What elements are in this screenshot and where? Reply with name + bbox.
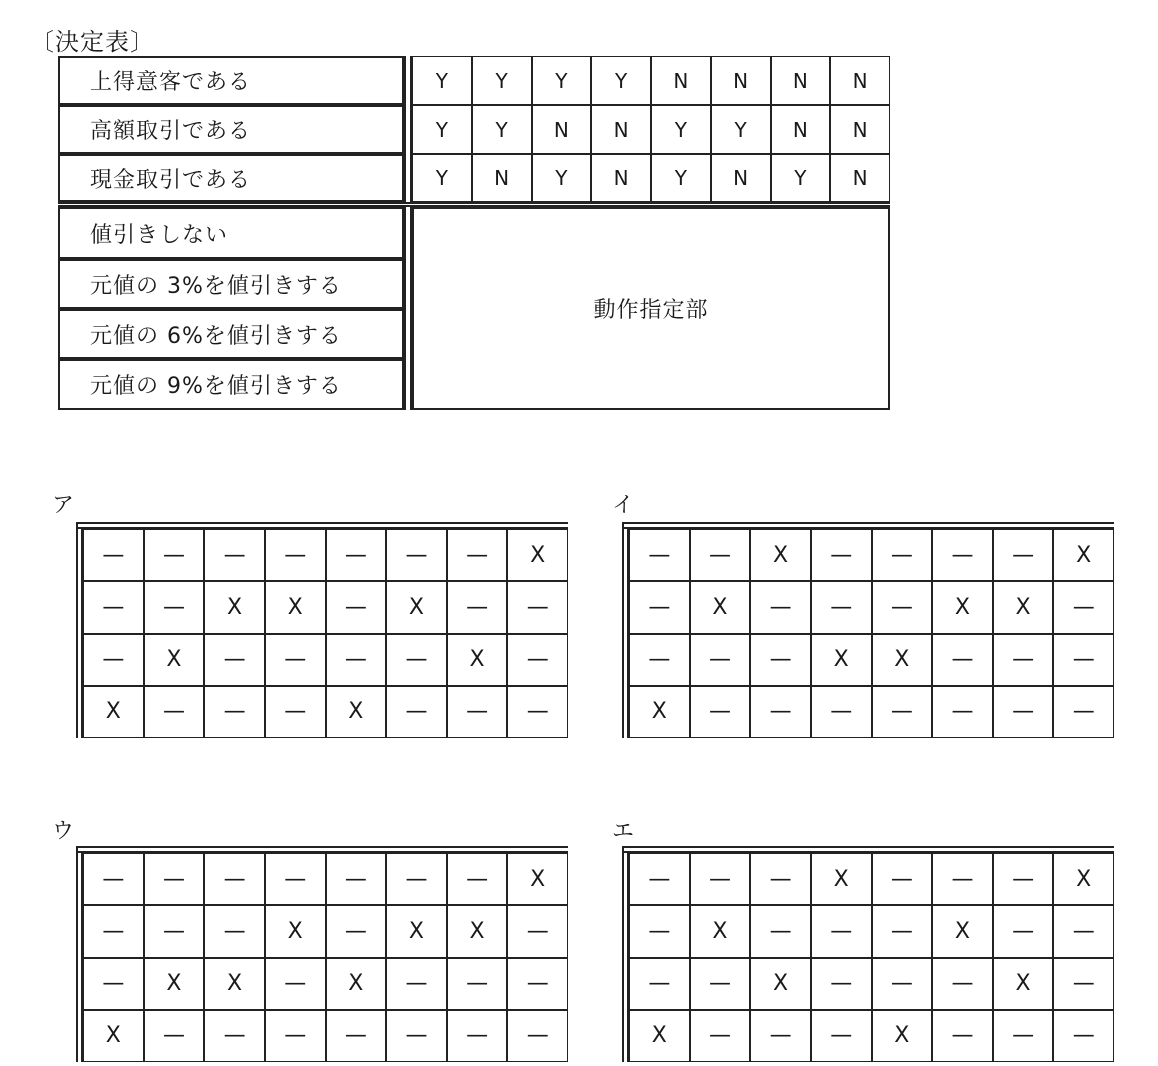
action-mark-dash: — bbox=[447, 686, 508, 738]
condition-entry: N bbox=[771, 105, 831, 154]
action-mark-dash: — bbox=[386, 1010, 447, 1062]
action-mark-dash: — bbox=[993, 529, 1054, 581]
action-mark-dash: — bbox=[83, 958, 144, 1010]
action-mark-dash: — bbox=[993, 905, 1054, 957]
action-label: 元値の 3%を値引きする bbox=[58, 259, 404, 309]
action-mark-dash: — bbox=[204, 634, 265, 686]
action-mark-x: X bbox=[204, 581, 265, 633]
condition-entry: N bbox=[532, 105, 592, 154]
condition-entry: N bbox=[591, 154, 651, 202]
action-label: 元値の 6%を値引きする bbox=[58, 309, 404, 359]
condition-entry: N bbox=[711, 56, 771, 105]
action-mark-dash: — bbox=[507, 634, 568, 686]
action-mark-dash: — bbox=[204, 529, 265, 581]
option-table-a bbox=[76, 522, 568, 738]
condition-entry: Y bbox=[412, 154, 472, 202]
action-mark-dash: — bbox=[1053, 686, 1114, 738]
action-mark-dash: — bbox=[932, 686, 993, 738]
action-mark-dash: — bbox=[872, 581, 933, 633]
action-mark-x: X bbox=[326, 958, 387, 1010]
action-mark-x: X bbox=[144, 634, 205, 686]
action-mark-dash: — bbox=[265, 686, 326, 738]
condition-entry: N bbox=[830, 154, 890, 202]
action-mark-x: X bbox=[507, 529, 568, 581]
action-mark-dash: — bbox=[872, 529, 933, 581]
action-mark-dash: — bbox=[1053, 905, 1114, 957]
action-mark-dash: — bbox=[386, 686, 447, 738]
action-mark-x: X bbox=[83, 1010, 144, 1062]
condition-entry: Y bbox=[532, 56, 592, 105]
action-mark-dash: — bbox=[265, 1010, 326, 1062]
action-mark-x: X bbox=[993, 581, 1054, 633]
action-mark-dash: — bbox=[326, 634, 387, 686]
action-mark-dash: — bbox=[386, 634, 447, 686]
action-mark-x: X bbox=[386, 581, 447, 633]
action-mark-dash: — bbox=[811, 581, 872, 633]
condition-entry: Y bbox=[771, 154, 831, 202]
decision-table bbox=[58, 56, 890, 410]
action-mark-dash: — bbox=[326, 529, 387, 581]
double-rule-vertical bbox=[404, 56, 412, 410]
action-mark-dash: — bbox=[204, 853, 265, 905]
action-mark-dash: — bbox=[204, 905, 265, 957]
action-mark-dash: — bbox=[750, 1010, 811, 1062]
condition-entry: N bbox=[771, 56, 831, 105]
action-mark-dash: — bbox=[144, 905, 205, 957]
action-mark-dash: — bbox=[83, 529, 144, 581]
action-mark-dash: — bbox=[144, 686, 205, 738]
action-mark-dash: — bbox=[326, 1010, 387, 1062]
action-mark-x: X bbox=[872, 634, 933, 686]
action-mark-dash: — bbox=[83, 634, 144, 686]
action-mark-dash: — bbox=[83, 581, 144, 633]
action-mark-dash: — bbox=[629, 905, 690, 957]
action-mark-x: X bbox=[144, 958, 205, 1010]
action-mark-x: X bbox=[265, 581, 326, 633]
action-mark-dash: — bbox=[750, 686, 811, 738]
action-mark-x: X bbox=[811, 634, 872, 686]
action-mark-dash: — bbox=[447, 958, 508, 1010]
action-mark-x: X bbox=[447, 905, 508, 957]
action-mark-x: X bbox=[690, 581, 751, 633]
condition-entry: Y bbox=[472, 56, 532, 105]
condition-entry: N bbox=[830, 56, 890, 105]
action-mark-dash: — bbox=[1053, 581, 1114, 633]
action-mark-dash: — bbox=[204, 1010, 265, 1062]
action-mark-dash: — bbox=[507, 581, 568, 633]
action-mark-dash: — bbox=[872, 905, 933, 957]
action-mark-dash: — bbox=[811, 1010, 872, 1062]
condition-label: 現金取引である bbox=[58, 154, 404, 202]
condition-label: 高額取引である bbox=[58, 105, 404, 154]
action-mark-dash: — bbox=[1053, 1010, 1114, 1062]
action-mark-dash: — bbox=[750, 853, 811, 905]
action-mark-dash: — bbox=[1053, 958, 1114, 1010]
action-mark-dash: — bbox=[144, 581, 205, 633]
action-mark-dash: — bbox=[993, 1010, 1054, 1062]
action-mark-dash: — bbox=[386, 958, 447, 1010]
condition-entries bbox=[412, 56, 890, 202]
action-mark-dash: — bbox=[932, 529, 993, 581]
action-mark-dash: — bbox=[690, 1010, 751, 1062]
option-table-u bbox=[76, 846, 568, 1062]
action-mark-dash: — bbox=[629, 581, 690, 633]
action-mark-dash: — bbox=[265, 529, 326, 581]
action-mark-dash: — bbox=[690, 958, 751, 1010]
action-mark-dash: — bbox=[265, 958, 326, 1010]
action-mark-dash: — bbox=[872, 853, 933, 905]
condition-entry: Y bbox=[651, 105, 711, 154]
action-mark-dash: — bbox=[690, 529, 751, 581]
action-mark-dash: — bbox=[629, 853, 690, 905]
action-mark-x: X bbox=[629, 686, 690, 738]
action-mark-dash: — bbox=[447, 581, 508, 633]
action-mark-dash: — bbox=[83, 853, 144, 905]
action-mark-dash: — bbox=[386, 853, 447, 905]
action-mark-x: X bbox=[1053, 853, 1114, 905]
action-mark-x: X bbox=[1053, 529, 1114, 581]
action-mark-x: X bbox=[204, 958, 265, 1010]
action-mark-dash: — bbox=[507, 958, 568, 1010]
option-label-u: ウ bbox=[52, 819, 75, 844]
action-mark-dash: — bbox=[750, 905, 811, 957]
action-mark-dash: — bbox=[265, 853, 326, 905]
action-mark-x: X bbox=[83, 686, 144, 738]
double-rule-horizontal bbox=[58, 202, 890, 207]
action-mark-dash: — bbox=[690, 634, 751, 686]
action-mark-dash: — bbox=[1053, 634, 1114, 686]
action-mark-dash: — bbox=[690, 686, 751, 738]
action-mark-dash: — bbox=[507, 905, 568, 957]
action-mark-dash: — bbox=[811, 958, 872, 1010]
condition-entry: Y bbox=[651, 154, 711, 202]
action-mark-dash: — bbox=[144, 1010, 205, 1062]
action-mark-x: X bbox=[811, 853, 872, 905]
action-mark-dash: — bbox=[629, 634, 690, 686]
action-mark-dash: — bbox=[932, 634, 993, 686]
action-mark-x: X bbox=[932, 581, 993, 633]
condition-entry: N bbox=[830, 105, 890, 154]
action-mark-dash: — bbox=[507, 1010, 568, 1062]
condition-entry: Y bbox=[472, 105, 532, 154]
condition-entry: Y bbox=[412, 56, 472, 105]
action-mark-x: X bbox=[326, 686, 387, 738]
condition-entry: N bbox=[711, 154, 771, 202]
action-mark-dash: — bbox=[265, 634, 326, 686]
action-mark-dash: — bbox=[811, 529, 872, 581]
condition-label: 上得意客である bbox=[58, 56, 404, 105]
condition-entry: Y bbox=[591, 56, 651, 105]
action-mark-x: X bbox=[690, 905, 751, 957]
section-heading: 〔決定表〕 bbox=[30, 28, 155, 56]
action-mark-dash: — bbox=[872, 686, 933, 738]
action-mark-dash: — bbox=[872, 958, 933, 1010]
action-mark-dash: — bbox=[447, 529, 508, 581]
option-label-e: エ bbox=[612, 819, 635, 844]
action-mark-dash: — bbox=[447, 853, 508, 905]
condition-entry: Y bbox=[532, 154, 592, 202]
action-mark-x: X bbox=[507, 853, 568, 905]
action-mark-dash: — bbox=[750, 581, 811, 633]
option-table-i bbox=[622, 522, 1114, 738]
action-mark-dash: — bbox=[447, 1010, 508, 1062]
action-mark-dash: — bbox=[932, 958, 993, 1010]
condition-entry: N bbox=[591, 105, 651, 154]
action-mark-dash: — bbox=[993, 853, 1054, 905]
action-mark-dash: — bbox=[629, 529, 690, 581]
condition-entry: Y bbox=[711, 105, 771, 154]
action-label: 元値の 9%を値引きする bbox=[58, 359, 404, 410]
action-mark-dash: — bbox=[750, 634, 811, 686]
action-mark-x: X bbox=[993, 958, 1054, 1010]
condition-entry: N bbox=[472, 154, 532, 202]
option-table-e bbox=[622, 846, 1114, 1062]
action-mark-dash: — bbox=[144, 529, 205, 581]
action-mark-dash: — bbox=[993, 634, 1054, 686]
action-mark-dash: — bbox=[326, 581, 387, 633]
action-mark-x: X bbox=[872, 1010, 933, 1062]
action-mark-dash: — bbox=[690, 853, 751, 905]
action-mark-dash: — bbox=[144, 853, 205, 905]
action-mark-x: X bbox=[386, 905, 447, 957]
action-mark-x: X bbox=[932, 905, 993, 957]
action-mark-dash: — bbox=[326, 853, 387, 905]
action-entry-area: 動作指定部 bbox=[412, 207, 890, 410]
action-mark-dash: — bbox=[932, 853, 993, 905]
action-mark-x: X bbox=[750, 529, 811, 581]
action-mark-dash: — bbox=[386, 529, 447, 581]
action-mark-dash: — bbox=[811, 686, 872, 738]
action-mark-dash: — bbox=[993, 686, 1054, 738]
condition-entry: Y bbox=[412, 105, 472, 154]
action-mark-x: X bbox=[750, 958, 811, 1010]
action-mark-dash: — bbox=[507, 686, 568, 738]
option-label-i: イ bbox=[612, 493, 635, 518]
action-mark-dash: — bbox=[629, 958, 690, 1010]
action-label: 値引きしない bbox=[58, 207, 404, 259]
stub-column bbox=[58, 56, 404, 410]
action-mark-dash: — bbox=[204, 686, 265, 738]
action-mark-x: X bbox=[265, 905, 326, 957]
action-mark-dash: — bbox=[326, 905, 387, 957]
action-mark-dash: — bbox=[83, 905, 144, 957]
action-mark-x: X bbox=[629, 1010, 690, 1062]
option-label-a: ア bbox=[52, 493, 75, 518]
action-mark-dash: — bbox=[932, 1010, 993, 1062]
action-mark-x: X bbox=[447, 634, 508, 686]
condition-entry: N bbox=[651, 56, 711, 105]
action-mark-dash: — bbox=[811, 905, 872, 957]
